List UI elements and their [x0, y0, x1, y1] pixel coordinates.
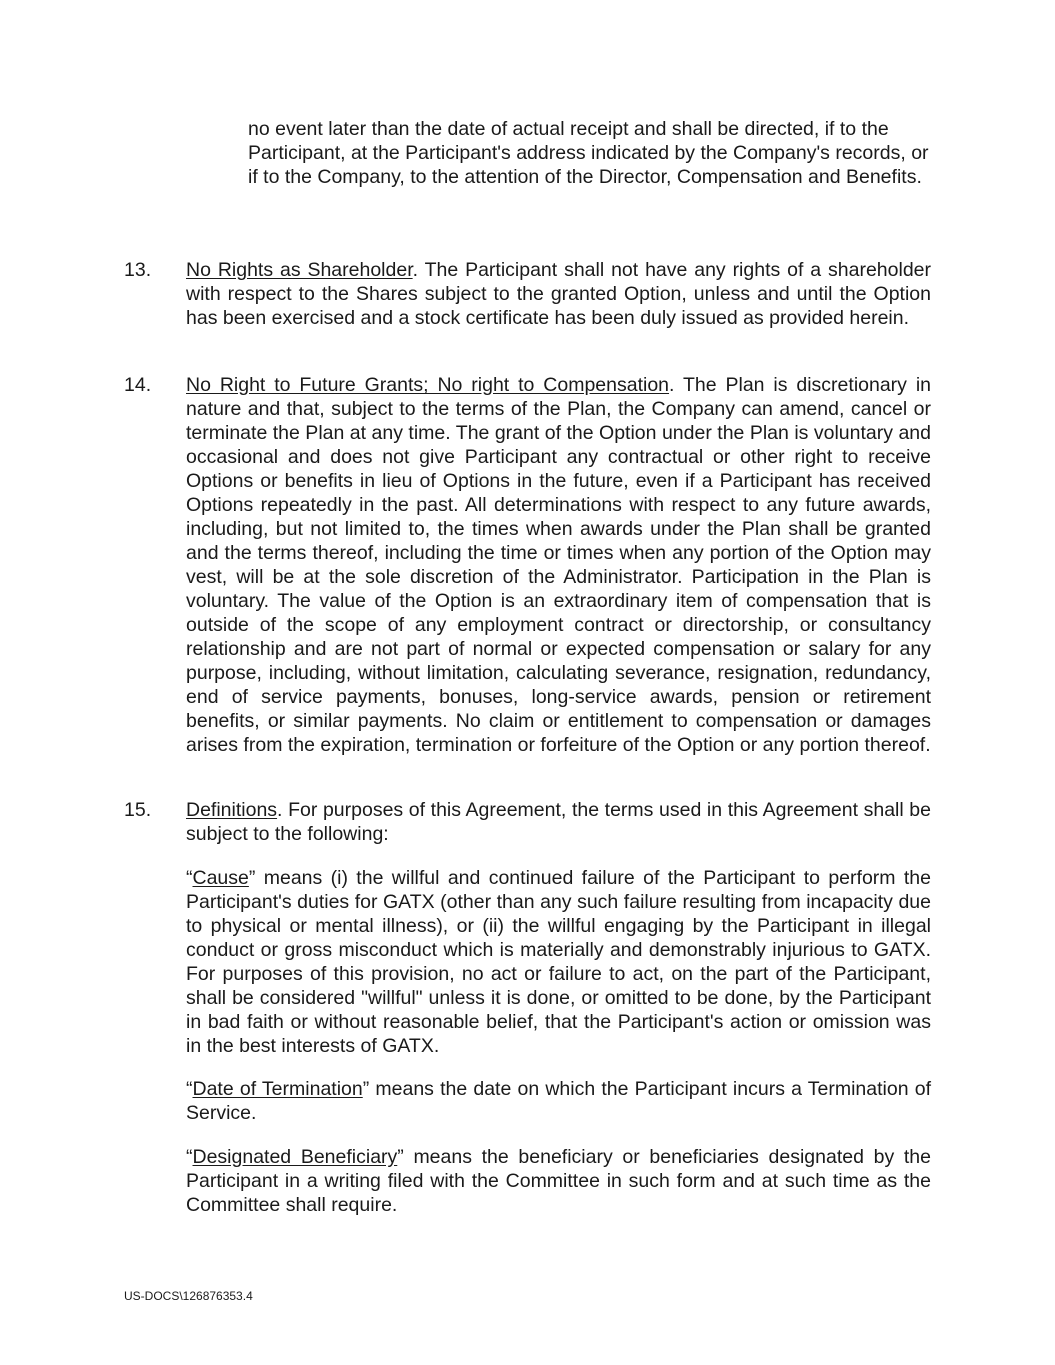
section-14-paragraph	[186, 373, 931, 757]
definition-term: Date of Termination	[192, 1078, 363, 1100]
section-13-heading: No Rights as Shareholder	[186, 259, 413, 281]
definition-open-quote: “	[186, 1078, 193, 1100]
section-13-text: . The Participant shall not have any rights of a shareholder with respect to the Shares subject to the granted Option, unless and until the Option has been exercised and a stock certificate has been duly issued as provided herein.	[186, 259, 931, 329]
section-13-number: 13.	[124, 259, 152, 281]
definition-cause	[186, 866, 931, 1058]
definition-text: ” means the beneficiary or beneficiaries designated by the Participant in a writing filed with the Committee in such form and at such time as the Committee shall require.	[186, 1146, 931, 1216]
section-13-paragraph	[186, 258, 931, 330]
section-14-text: . The Plan is discretionary in nature and that, subject to the terms of the Plan, the Company can amend, cancel or terminate the Plan at any time. The grant of the Option under the Plan is voluntary and occasional and does not give Participant any contractual or other right to receive Options or benefits in lieu of Options in the future, even if a Participant has received Options repeatedly in the past. All determinations with respect to any future awards, including, but not limited to, the times when awards under the Plan shall be granted and the terms thereof, including the time or times when any portion of the Option may vest, will be at the sole discretion of the Administrator. Participation in the Plan is voluntary. The value of the Option is an extraordinary item of compensation that is outside of the scope of any employment contract or directorship, or consultancy relationship and are not part of normal or expected compensation or salary for any purpose, including, without limitation, calculating severance, resignation, redundancy, end of service payments, bonuses, long-service awards, pension or retirement benefits, or similar payments. No claim or entitlement to compensation or damages arises from the expiration, termination or forfeiture of the Option or any portion thereof.	[186, 374, 931, 756]
section-14-heading: No Right to Future Grants; No right to Compensation	[186, 374, 670, 396]
section-15-paragraph	[186, 798, 931, 846]
definition-text: ” means (i) the willful and continued failure of the Participant to perform the Participant's duties for GATX (other than any such failure resulting from incapacity due to physical or mental illness), or (ii) the willful engaging by the Participant in illegal conduct or gross misconduct which is materially and demonstrably injurious to GATX. For purposes of this provision, no act or failure to act, on the part of the Participant, shall be considered "willful" unless it is done, or omitted to be done, by the Participant in bad faith or without reasonable belief, that the Participant's action or omission was in the best interests of GATX.	[186, 867, 931, 1057]
continuation-paragraph: no event later than the date of actual receipt and shall be directed, if to the Participant, at the Participant's address indicated by the Company's records, or if to the Company, to the attention of the Director, Compensation and Benefits.	[248, 118, 929, 188]
document-footer-id: US-DOCS\126876353.4	[124, 1289, 253, 1303]
section-15-text: . For purposes of this Agreement, the terms used in this Agreement shall be subject to the following:	[186, 799, 931, 845]
section-14-number: 14.	[124, 374, 152, 396]
definition-open-quote: “	[186, 1146, 193, 1168]
section-15-heading: Definitions	[186, 799, 278, 821]
definition-designated-beneficiary	[186, 1145, 931, 1217]
definition-open-quote: “	[186, 867, 193, 889]
section-15-number: 15.	[124, 799, 152, 821]
definition-date-of-termination	[186, 1077, 931, 1125]
definition-term: Designated Beneficiary	[192, 1146, 398, 1168]
definition-text: ” means the date on which the Participant incurs a Termination of Service.	[186, 1078, 931, 1124]
definition-term: Cause	[192, 867, 249, 889]
